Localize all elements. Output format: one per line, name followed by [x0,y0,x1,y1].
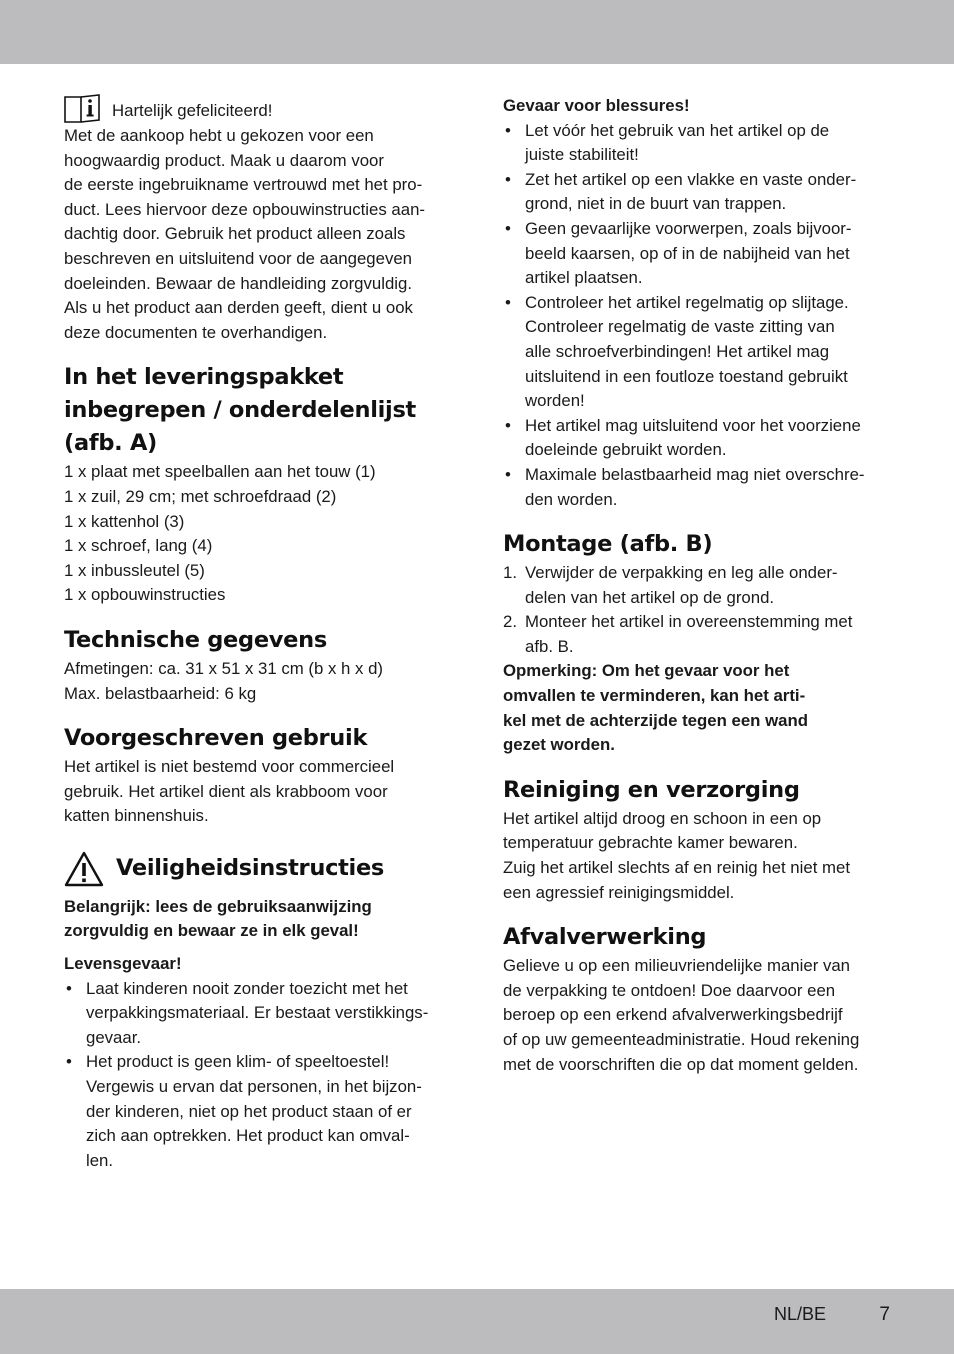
text-line: beeld kaarsen, op of in de nabijheid van het [525,243,850,263]
text-line: Monteer het artikel in overeenstemming met [525,612,853,632]
text-line: • Controleer het artikel regelmatig op slijtage. [525,292,849,312]
footer-language: NL/BE [773,1304,826,1324]
text-line: grond, niet in de buurt van trappen. [525,194,787,214]
step-item [503,561,893,610]
text-line: juiste stabiliteit! [525,145,639,165]
text-line: Max. belastbaarheid: 6 kg [64,683,257,703]
text-line: • Laat kinderen nooit zonder toezicht met het [86,978,408,998]
text-line: Afmetingen: ca. 31 x 51 x 31 cm (b x h x d) [64,658,383,678]
montage-heading: Montage (afb. B) [503,531,713,558]
left-column [64,94,448,1173]
text-line: Vergewis u ervan dat personen, in het bijzon- [86,1077,422,1097]
use-paragraph [64,755,448,829]
montage-note [503,659,893,757]
text-line: • Het product is geen klim- of speeltoestel! [86,1052,390,1072]
bullet-item [503,291,893,414]
list-item: 1 x schroef, lang (4) [64,536,213,556]
text-line: afb. B. [525,636,574,656]
text-line: Zuig het artikel slechts af en reinig het niet met [503,858,850,878]
text-line: uitsluitend in een foutloze toestand gebruikt [525,366,848,386]
text-line: • Geen gevaarlijke voorwerpen, zoals bijvoor- [525,218,852,238]
text-line: of op uw gemeenteadministratie. Houd rekening [503,1030,860,1049]
text-line: zorgvuldig en bewaar ze in elk geval! [64,921,359,941]
text-line: worden! [525,391,585,411]
text-line: temperatuur gebrachte kamer bewaren. [503,833,798,853]
bullet-item [503,217,893,291]
text-line: alle schroefverbindingen! Het artikel mag [525,341,830,361]
delivery-list [64,460,448,608]
text-line: delen van het artikel op de grond. [525,587,775,607]
text-line: Het artikel is niet bestemd voor commercieel [64,757,395,777]
text-line: Gelieve u op een milieuvriendelijke manier van [503,956,850,976]
text-line: duct. Lees hiervoor deze opbouwinstructies aan- [64,199,426,219]
page-number: 7 [879,1304,890,1325]
list-item: 1 x opbouwinstructies [64,585,226,605]
heading-line: inbegrepen / onderdelenlijst [64,397,417,424]
heading-line: (afb. A) [64,430,158,457]
text-line: zich aan optrekken. Het product kan omval- [86,1126,410,1146]
bullet-item [503,168,893,217]
text-line: • Zet het artikel op een vlakke en vaste onder- [525,169,857,189]
list-item: 1 x inbussleutel (5) [64,560,205,580]
text-line: gebruik. Het artikel dient als krabboom voor [64,781,388,801]
step-number: 1. [503,563,517,583]
text-line: Het artikel altijd droog en schoon in een op [503,808,822,828]
text-line: omvallen te verminderen, kan het arti- [503,686,806,706]
safety-important [64,895,448,944]
info-book-icon [64,94,100,124]
text-line: een agressief reinigingsmiddel. [503,882,735,902]
right-column [503,94,893,1077]
list-item: 1 x plaat met speelballen aan het touw (1) [64,462,376,482]
injury-heading: Gevaar voor blessures! [503,96,690,115]
list-item: 1 x kattenhol (3) [64,511,185,531]
life-heading: Levensgevaar! [64,954,182,974]
use-heading: Voorgeschreven gebruik [64,725,368,752]
text-line: dachtig door. Gebruik het product alleen zoals [64,224,406,244]
text-line: doeleinde gebruikt worden. [525,440,727,460]
delivery-heading [64,361,448,460]
text-line: beschreven en uitsluitend voor de aangegeven [64,248,412,268]
bullet-item [503,119,893,168]
bullet-item [503,414,893,463]
text-line: beroep op een erkend afvalverwerkingsbedrijf [503,1005,843,1025]
life-bullets [64,977,448,1174]
bullet-item [64,1050,448,1173]
intro-title: Hartelijk gefeliciteerd! [112,101,273,121]
clean-paragraph [503,807,893,905]
clean-heading: Reiniging en verzorging [503,776,800,803]
text-line: de eerste ingebruikname vertrouwd met het pro- [64,175,423,195]
intro-paragraph [64,124,448,345]
intro-title-line [64,94,448,124]
text-line: Verwijder de verpakking en leg alle onder- [525,563,838,583]
text-line: de verpakking te ontdoen! Doe daarvoor een [503,980,836,1000]
text-line: • Maximale belastbaarheid mag niet overschre- [525,464,865,484]
text-line: deze documenten te overhandigen. [64,322,328,342]
montage-steps [503,561,893,659]
text-line: met de voorschriften die op dat moment gelden. [503,1054,859,1074]
injury-bullets [503,119,893,513]
tech-paragraph [64,657,448,706]
text-line: artikel plaatsen. [525,268,643,288]
text-line: Als u het product aan derden geeft, dient u ook [64,298,413,318]
safety-heading-line [64,851,448,887]
text-line: Belangrijk: lees de gebruiksaanwijzing [64,896,372,916]
text-line: Opmerking: Om het gevaar voor het [503,661,790,681]
text-line: hoogwaardig product. Maak u daarom voor [64,150,384,170]
text-line: den worden. [525,489,618,509]
text-line: der kinderen, niet op het product staan of er [86,1101,412,1121]
text-line: gezet worden. [503,735,615,755]
text-line: • Het artikel mag uitsluitend voor het voorziene [525,415,861,435]
text-line: Controleer regelmatig de vaste zitting van [525,317,835,337]
text-line: • Let vóór het gebruik van het artikel op de [525,120,830,140]
text-line: verpakkingsmateriaal. Er bestaat verstikkings- [86,1003,429,1023]
step-number: 2. [503,612,517,632]
waste-paragraph [503,954,893,1077]
text-line: kel met de achterzijde tegen een wand [503,710,808,730]
bullet-item [503,463,893,512]
warning-triangle-icon [64,851,104,887]
tech-heading: Technische gegevens [64,626,327,653]
bullet-item [64,977,448,1051]
list-item: 1 x zuil, 29 cm; met schroefdraad (2) [64,486,337,506]
waste-heading: Afvalverwerking [503,924,707,951]
header-bar [0,0,954,64]
text-line: Met de aankoop hebt u gekozen voor een [64,126,374,145]
heading-line: In het leveringspakket [64,364,344,391]
text-line: gevaar. [86,1027,142,1047]
text-line: doeleinden. Bewaar de handleiding zorgvuldig. [64,273,412,293]
step-item [503,610,893,659]
safety-heading: Veiligheidsinstructies [116,855,385,882]
text-line: len. [86,1150,114,1170]
text-line: katten binnenshuis. [64,806,209,826]
